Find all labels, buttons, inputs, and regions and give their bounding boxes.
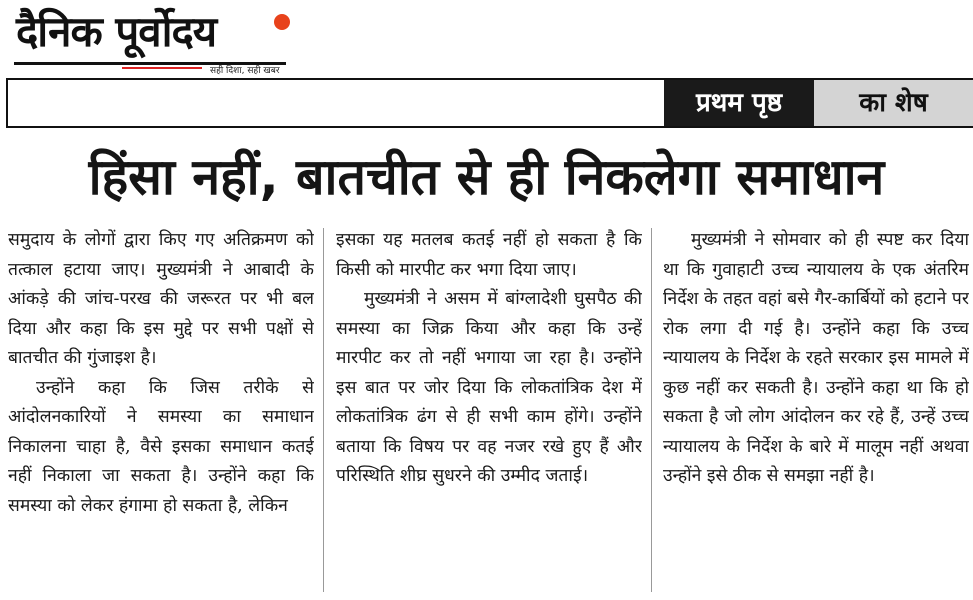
column-divider <box>651 228 652 592</box>
article-headline: हिंसा नहीं, बातचीत से ही निकलेगा समाधान <box>88 148 885 206</box>
newspaper-tagline: सही दिशा, सही खबर <box>210 66 280 76</box>
paragraph: मुख्यमंत्री ने सोमवार को ही स्पष्ट कर दिया था कि गुवाहाटी उच्च न्यायालय के एक अंतरिम निर्देश के तहत वहां बसे गैर-कार्बियों को हटाने पर रोक लगा दी गई है। उन्होंने कहा कि उच्च न्यायालय के निर्देश के रहते सरकार इस मामले में कुछ नहीं कर सकती है। उन्होंने कहा था कि हो सकता है जो लोग आंदोलन कर रहे हैं, उन्हें उच्च न्यायालय के निर्देश के बारे में मालूम नहीं अथवा उन्होंने इसे ठीक से समझा नहीं है। <box>663 230 969 486</box>
masthead <box>14 6 294 76</box>
logo-dot-icon <box>274 14 290 30</box>
article-column-2 <box>336 226 642 596</box>
section-bar <box>6 78 973 128</box>
paragraph: समुदाय के लोगों द्वारा किए गए अतिक्रमण को तत्काल हटाया जाए। मुख्यमंत्री ने आबादी के आंकड़े की जांच-परख की जरूरत पर भी बल दिया और कहा कि इस मुद्दे पर सभी पक्षों से बातचीत की गुंजाइश है। <box>8 230 314 368</box>
newspaper-title: दैनिक पूर्वोदय <box>16 7 217 56</box>
section-suffix-label: का शेष <box>814 80 973 126</box>
masthead-accent-rule <box>122 67 202 69</box>
section-page-label: प्रथम पृष्ठ <box>664 80 814 126</box>
paragraph: मुख्यमंत्री ने असम में बांग्लादेशी घुसपैठ की समस्या का जिक्र किया और कहा कि उन्हें मारपीट कर तो नहीं भगाया जा रहा है। उन्होंने इस बात पर जोर दिया कि लोकतांत्रिक देश में लोकतांत्रिक ढंग से ही सभी काम होंगे। उन्होंने बताया कि विषय पर वह नजर रखे हुए हैं और परिस्थिति शीघ्र सुधरने की उम्मीद जताई। <box>336 289 642 486</box>
article-column-1 <box>8 226 314 596</box>
column-divider <box>323 228 324 592</box>
article-column-3 <box>663 226 969 596</box>
paragraph: इसका यह मतलब कतई नहीं हो सकता है कि किसी को मारपीट कर भगा दिया जाए। <box>336 230 642 280</box>
paragraph: उन्होंने कहा कि जिस तरीके से आंदोलनकारियों ने समस्या का समाधान निकालना चाहा है, वैसे इसका समाधान कतई नहीं निकाला जा सकता है। उन्होंने कहा कि समस्या को लेकर हंगामा हो सकता है, लेकिन <box>8 377 314 516</box>
